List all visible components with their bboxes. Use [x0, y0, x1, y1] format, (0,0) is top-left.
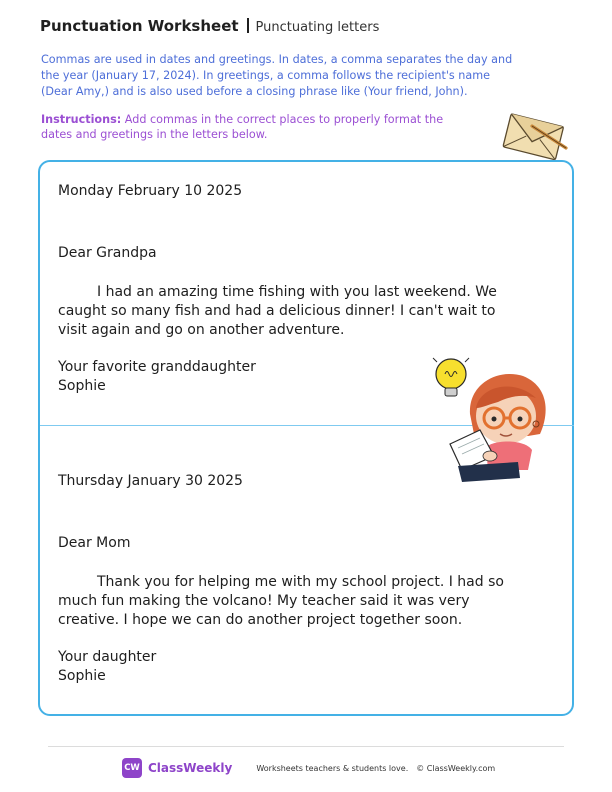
classweekly-logo: CW: [122, 758, 142, 778]
letter2-closing: Your daughter: [58, 649, 157, 665]
instructions-label: Instructions:: [41, 113, 122, 126]
letter1-greeting: Dear Grandpa: [58, 245, 157, 261]
letter2-signature: Sophie: [58, 668, 106, 684]
letter2-date: Thursday January 30 2025: [58, 473, 243, 489]
instructions: [41, 112, 461, 142]
footer-tagline: Worksheets teachers & students love.: [256, 763, 409, 773]
title-separator: [247, 18, 249, 33]
letter2-greeting: Dear Mom: [58, 535, 131, 551]
page-subtitle: Punctuating letters: [255, 20, 380, 35]
letter1-date: Monday February 10 2025: [58, 183, 243, 199]
letter1-closing: Your favorite granddaughter: [58, 359, 256, 375]
instructions-text: Add commas in the correct places to properly format the dates and greetings in the letters below.: [41, 113, 444, 141]
footer-copyright: © ClassWeekly.com: [416, 763, 496, 773]
worksheet-header: [40, 16, 379, 35]
intro-text: Commas are used in dates and greetings. In dates, a comma separates the day and the year (January 17, 2024). In greetings, a comma follows the recipient's name (Dear Amy,) and is also used before a closing phrase like (Your friend, John).: [41, 53, 513, 98]
girl-writing-illustration: [428, 352, 552, 484]
footer-divider: [48, 746, 564, 747]
page-title: Punctuation Worksheet: [40, 17, 239, 35]
footer: [122, 758, 495, 778]
letter1-body: I had an amazing time fishing with you last weekend. We caught so many fish and had a delicious dinner! I can't wait to visit again and go on another adventure.: [58, 284, 497, 338]
envelope-pencil-icon: [496, 112, 572, 164]
lightbulb-icon: [433, 358, 469, 396]
letter1-signature: Sophie: [58, 378, 106, 394]
letter2-body: Thank you for helping me with my school project. I had so much fun making the volcano! My teacher said it was very creative. I hope we can do another project together soon.: [58, 574, 504, 628]
brand-name: ClassWeekly: [148, 761, 233, 775]
